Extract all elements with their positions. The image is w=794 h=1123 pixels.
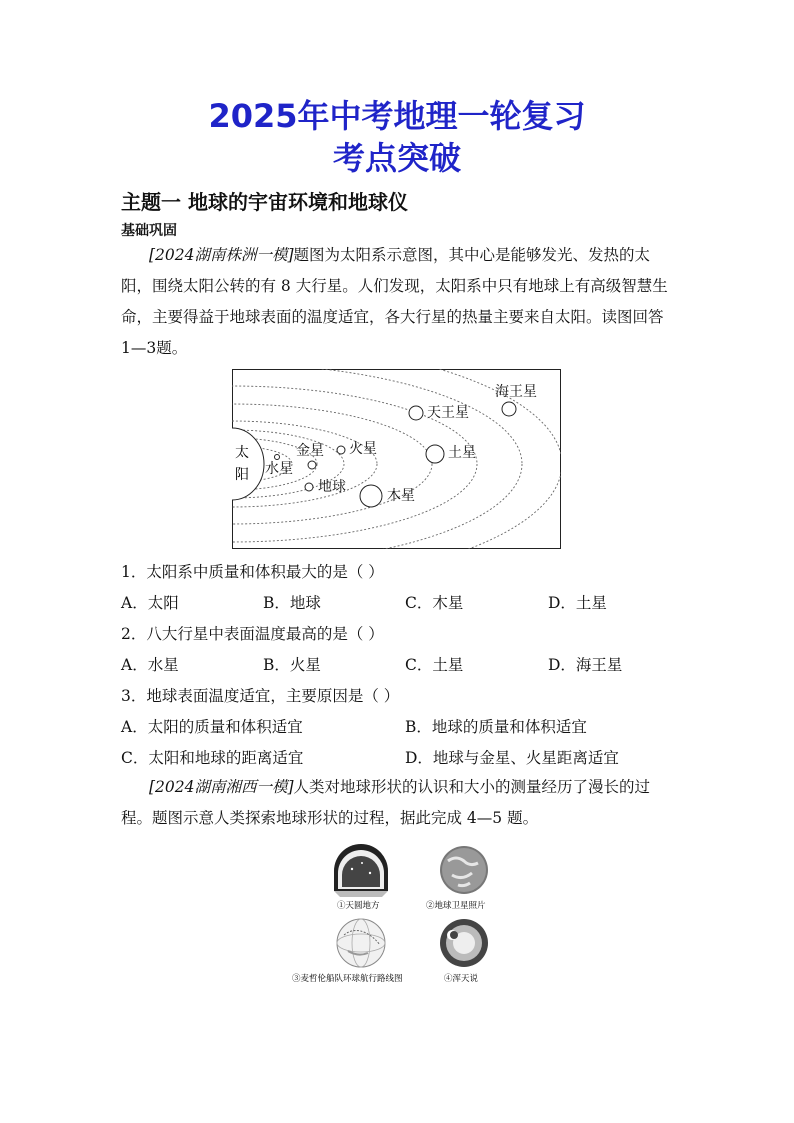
passage-2 — [121, 772, 669, 834]
jupiter-shape — [360, 485, 382, 507]
sun-label-1: 太 — [235, 445, 249, 461]
dome-image — [334, 844, 388, 897]
planet-label-venus: 金星 — [296, 443, 324, 459]
solar-system-figure — [232, 369, 561, 549]
planet-label-saturn: 土星 — [448, 445, 476, 461]
neptune-shape — [502, 402, 516, 416]
planet-label-neptune: 海王星 — [495, 384, 537, 400]
caption-1: ①天圆地方 — [337, 901, 380, 911]
route-map-image — [337, 919, 385, 967]
q1-option-a: A．太阳 — [121, 594, 179, 612]
q2-option-a: A．水星 — [121, 656, 179, 674]
planet-label-earth: 地球 — [318, 479, 346, 495]
passage-1-text: 题图为太阳系示意图，其中心是能够发光、发热的太阳，围绕太阳公转的有 8 大行星。人们发现，太阳系中只有地球上有高级智慧生命，主要得益于地球表面的温度适宜，各大行星的热量主要来自太阳。读图回答1—3题。 — [121, 246, 668, 357]
sub-heading: 基础巩固 — [121, 223, 177, 239]
caption-3: ③麦哲伦船队环球航行路线图 — [292, 974, 403, 983]
armillary-sky-image — [440, 919, 488, 967]
planet-label-mars: 火星 — [349, 441, 377, 457]
passage-2-source: [2024湖南湘西一模] — [149, 778, 294, 796]
q2-option-c: C．土星 — [405, 656, 464, 674]
q2-option-d: D．海王星 — [548, 656, 623, 674]
question-2-stem: 2．八大行星中表面温度最高的是（ ） — [121, 625, 384, 643]
q3-option-b: B．地球的质量和体积适宜 — [405, 718, 587, 736]
earth-shape-exploration-figure — [292, 843, 502, 983]
caption-2: ②地球卫星照片 — [426, 901, 486, 911]
question-1-stem: 1．太阳系中质量和体积最大的是（ ） — [121, 563, 384, 581]
q1-option-c: C．木星 — [405, 594, 464, 612]
mercury-shape — [275, 455, 280, 460]
topic-heading: 主题一 地球的宇宙环境和地球仪 — [121, 190, 408, 214]
q1-option-d: D．土星 — [548, 594, 607, 612]
mars-shape — [337, 446, 345, 454]
page-subtitle: 考点突破 — [332, 139, 461, 177]
planet-label-jupiter: 木星 — [387, 488, 415, 504]
sun-label-2: 阳 — [235, 467, 249, 483]
planet-label-mercury: 水星 — [265, 461, 293, 477]
uranus-shape — [409, 406, 423, 420]
saturn-shape — [426, 445, 444, 463]
satellite-earth-image — [440, 846, 488, 894]
passage-2-text: 人类对地球形状的认识和大小的测量经历了漫长的过程。题图示意人类探索地球形状的过程，据此完成 4—5 题。 — [121, 778, 651, 827]
page-title: 2025年中考地理一轮复习 — [208, 97, 586, 135]
venus-shape — [308, 461, 316, 469]
caption-4: ④浑天说 — [444, 974, 479, 983]
passage-1-source: [2024湖南株洲一模] — [149, 246, 294, 264]
q3-option-c: C．太阳和地球的距离适宜 — [121, 749, 304, 767]
q3-option-d: D．地球与金星、火星距离适宜 — [405, 749, 619, 767]
q3-option-a: A．太阳的质量和体积适宜 — [121, 718, 303, 736]
passage-1 — [121, 240, 669, 364]
q2-option-b: B．火星 — [263, 656, 321, 674]
question-3-stem: 3．地球表面温度适宜，主要原因是（ ） — [121, 687, 400, 705]
earth-shape — [305, 483, 313, 491]
q1-option-b: B．地球 — [263, 594, 321, 612]
planet-label-uranus: 天王星 — [427, 405, 469, 421]
